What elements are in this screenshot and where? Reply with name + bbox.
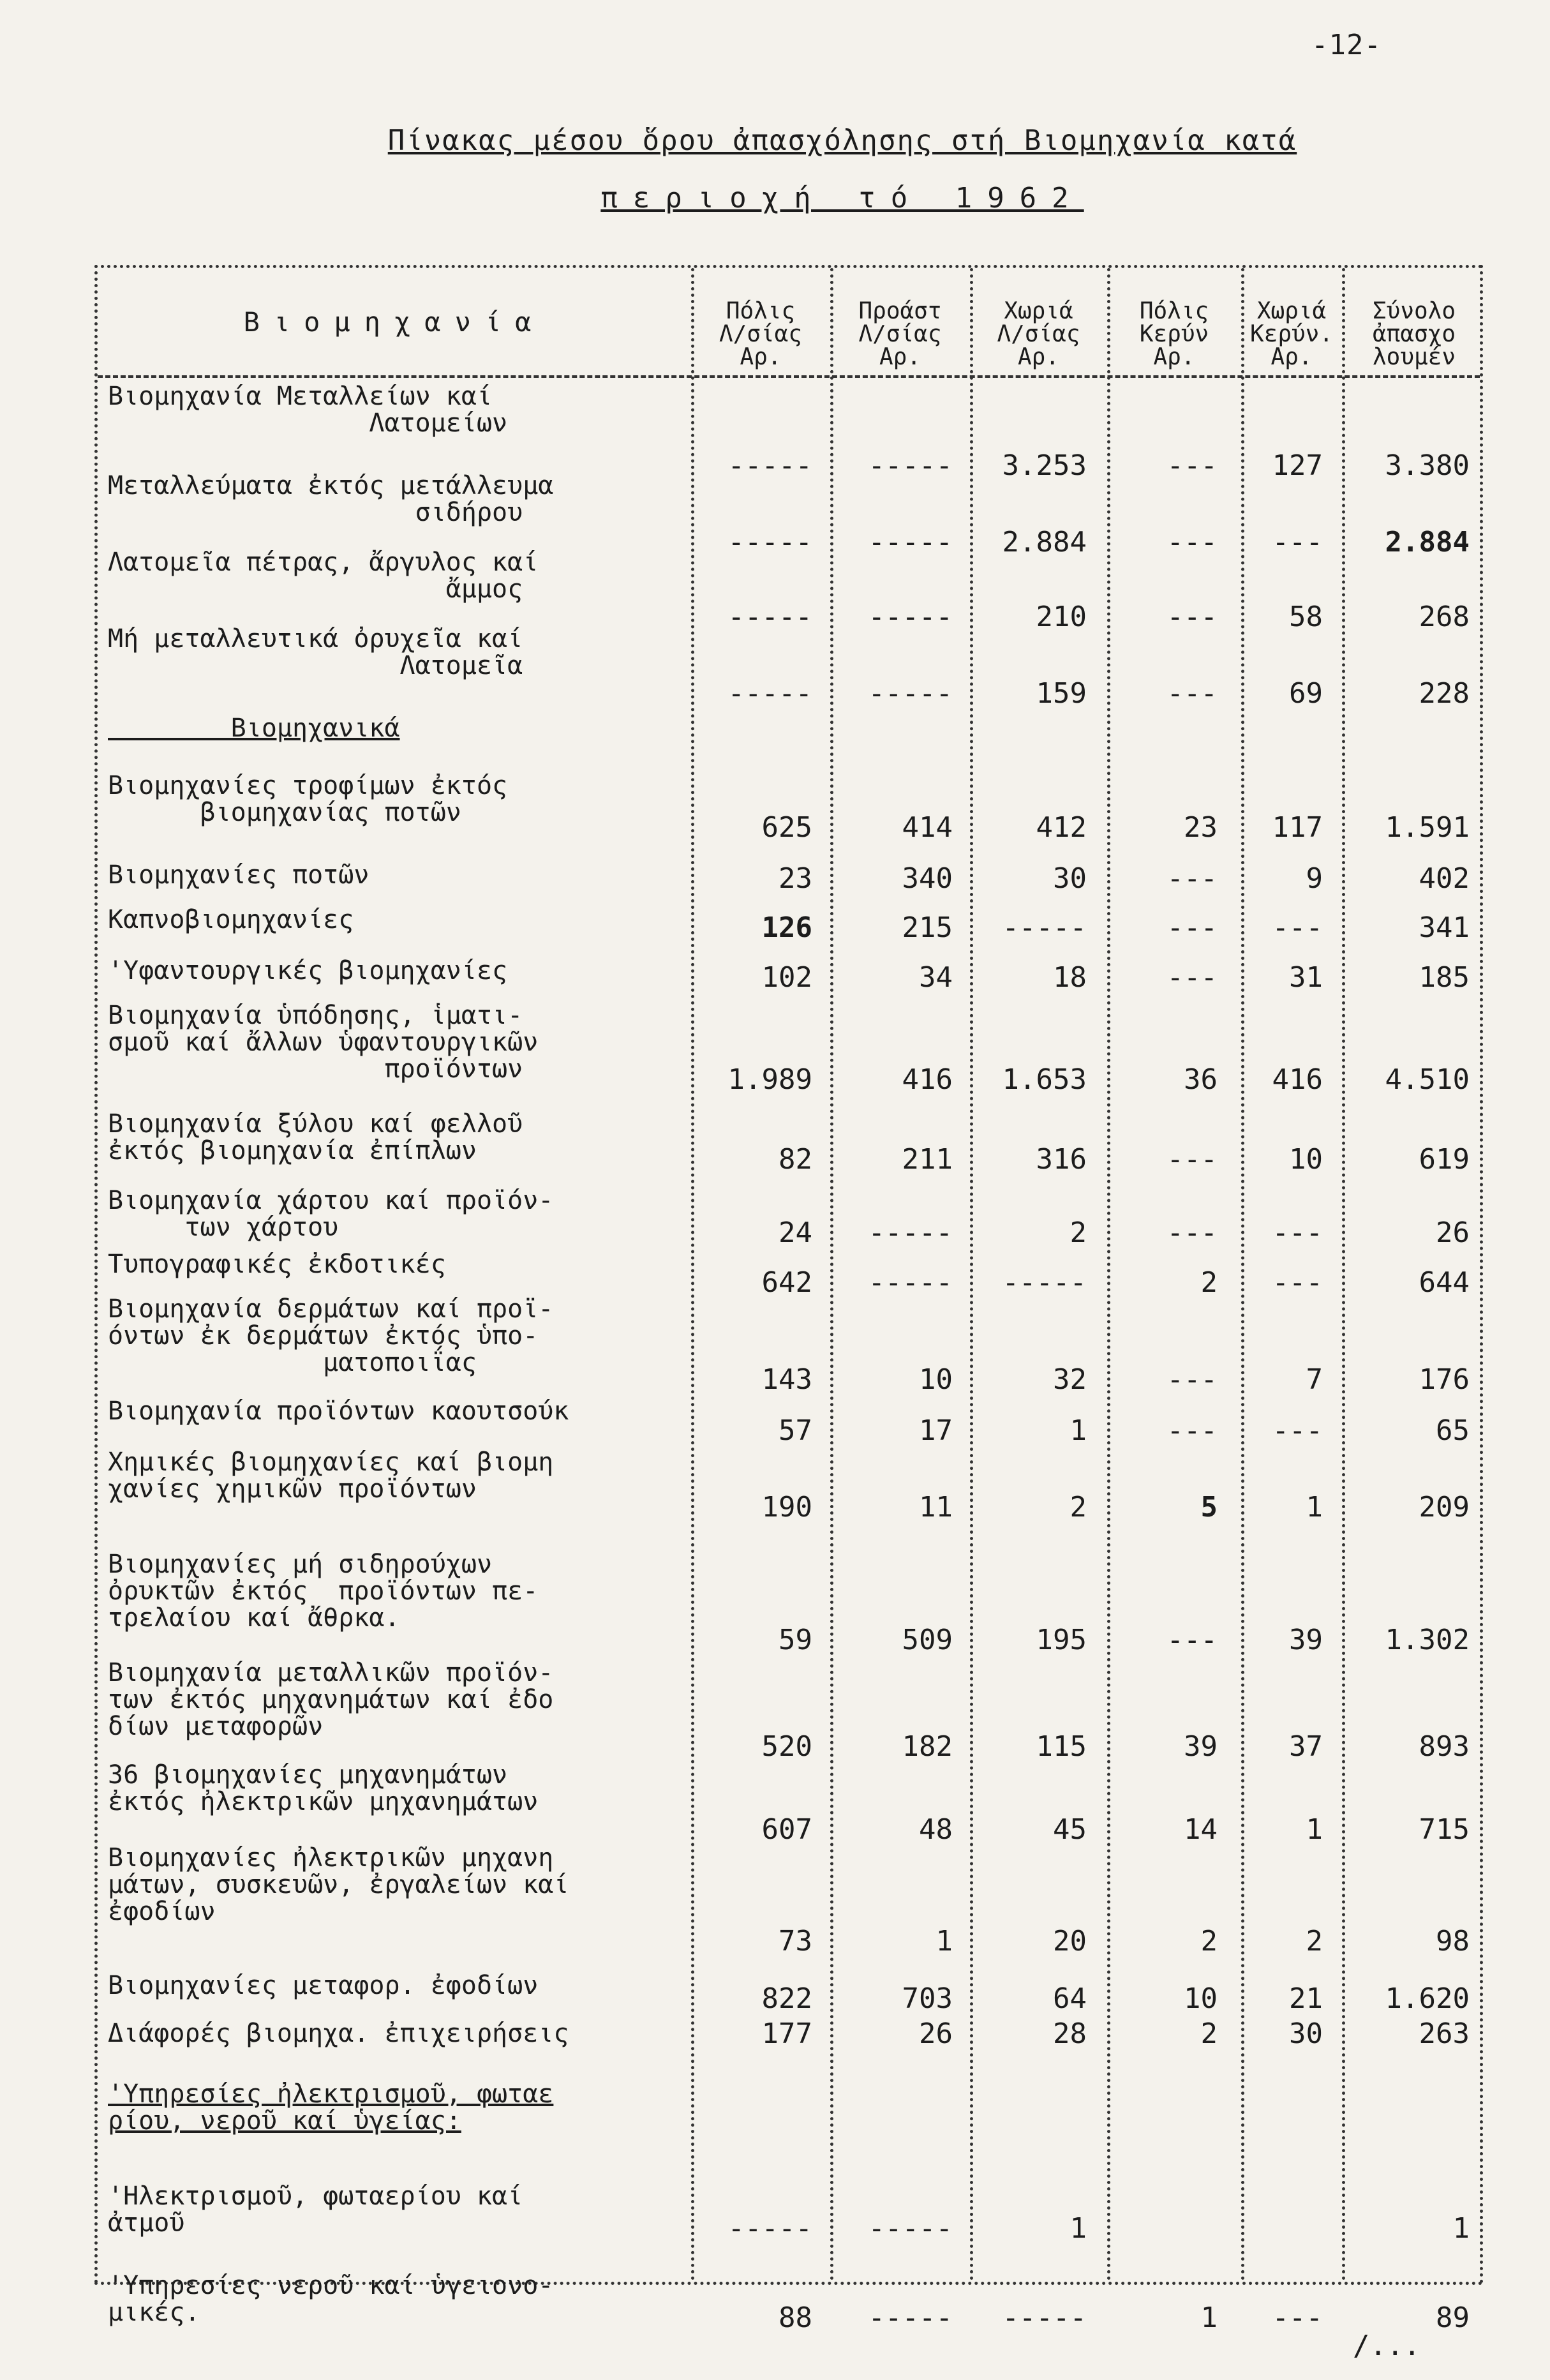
row-label: Τυπογραφικές ἐκδοτικές [108,1250,446,1279]
table-cell: 21 [1289,1982,1323,2015]
table-cell: 88 [779,2301,812,2334]
header-industry: Βιομηχανία [243,306,546,338]
table-cell: --- [1166,1624,1218,1656]
table-cell: ----- [868,1216,953,1249]
table-cell: 822 [761,1982,812,2015]
table-cell: ----- [868,2301,953,2334]
section-heading: 'Υπηρεσίες ἠλεκτρισμοῦ, φωταε ρίου, νεροῦ καί ὑγείας: [108,2079,554,2136]
table-cell: --- [1166,1143,1218,1176]
row-label: Βιομηχανίες μή σιδηρούχων ὀρυκτῶν ἐκτός προϊόντων πε- τρελαίου καί ἄθρκα. [108,1550,539,1633]
table-cell: 58 [1289,601,1323,633]
header-column: Χωριά Κερύν. Αρ. [1249,298,1334,370]
table-cell: 28 [1053,2017,1087,2050]
row-label: Βιομηχανίες τροφίμων ἐκτός βιομηχανίας ποτῶν [108,771,508,827]
column-divider [1107,268,1110,2282]
table-cell: 24 [779,1216,812,1249]
table-cell: --- [1166,601,1218,633]
table-cell: 316 [1036,1143,1087,1176]
table-cell: 182 [902,1730,953,1763]
table-cell: --- [1166,677,1218,710]
continuation-mark: /... [1353,2330,1420,2362]
table-cell: 412 [1036,811,1087,844]
table-cell: 23 [779,862,812,895]
table-cell: --- [1272,1216,1323,1249]
row-label: Βιομηχανία χάρτου καί προϊόν- των χάρτου [108,1186,554,1242]
table-cell: 1 [1306,1491,1323,1523]
table-cell: 26 [919,2017,953,2050]
table-cell: 176 [1419,1363,1470,1396]
table-cell: --- [1272,1266,1323,1299]
table-cell: 1.591 [1385,811,1470,844]
table-cell: 195 [1036,1624,1087,1656]
table-cell: 159 [1036,677,1087,710]
table-cell: 607 [761,1813,812,1846]
table-cell: 2.884 [1385,526,1470,558]
table-cell: 2 [1306,1925,1323,1957]
table-cell: ----- [868,449,953,482]
table-cell: --- [1272,1414,1323,1447]
table-cell: 177 [761,2017,812,2050]
table-cell: ----- [868,601,953,633]
table-cell: ----- [727,526,812,558]
table-cell: 102 [761,961,812,994]
table-cell: 341 [1419,911,1470,944]
table-cell: --- [1272,526,1323,558]
table-cell: 402 [1419,862,1470,895]
table-cell: ----- [868,526,953,558]
table-cell: 268 [1419,601,1470,633]
table-cell: 1.302 [1385,1624,1470,1656]
table-cell: --- [1166,526,1218,558]
table-cell: 644 [1419,1266,1470,1299]
table-cell: 5 [1200,1491,1218,1523]
table-cell: --- [1166,862,1218,895]
column-divider [1342,268,1345,2282]
row-label: 'Υπηρεσίες νεροῦ καί ὑγειονο- μικές. [108,2271,554,2327]
table-cell: 619 [1419,1143,1470,1176]
table-cell: ----- [727,2212,812,2245]
table-cell: 59 [779,1624,812,1656]
table-cell: 416 [902,1063,953,1096]
table-cell: 45 [1053,1813,1087,1846]
header-column: Χωριά Λ/σίας Αρ. [997,298,1080,370]
row-label: Βιομηχανίες μεταφορ. ἐφοδίων [108,1971,539,2000]
page-title: Πίνακας μέσου ὅρου ἀπασχόλησης στή Βιομηχανία κατά [387,124,1297,157]
table-cell: 414 [902,811,953,844]
table-cell: 2 [1200,2017,1218,2050]
table-cell: 37 [1289,1730,1323,1763]
table-cell: ----- [868,2212,953,2245]
table-cell: 3.380 [1385,449,1470,482]
table-cell: 185 [1419,961,1470,994]
row-label: Βιομηχανία ξύλου καί φελλοῦ ἐκτός βιομηχανία ἐπίπλων [108,1109,523,1165]
table-cell: 14 [1184,1813,1218,1846]
table-cell: 209 [1419,1491,1470,1523]
row-label: Βιομηχανία Μεταλλείων καί Λατομείων [108,382,508,438]
row-label: Μεταλλεύματα ἐκτός μετάλλευμα σιδήρου [108,471,554,527]
table-cell: 2 [1069,1216,1087,1249]
row-label: Βιομηχανία δερμάτων καί προϊ- όντων ἐκ δερμάτων ἐκτός ὑπο- ματοποιΐας [108,1294,554,1377]
table-cell: ----- [727,449,812,482]
table-cell: 39 [1184,1730,1218,1763]
table-cell: 1.653 [1002,1063,1087,1096]
table-cell: 2 [1200,1266,1218,1299]
table-cell: 2.884 [1002,526,1087,558]
row-label: 36 βιομηχανίες μηχανημάτων ἐκτός ἠλεκτρικῶν μηχανημάτων [108,1760,539,1816]
table-cell: --- [1272,911,1323,944]
table-cell: 211 [902,1143,953,1176]
table-cell: 9 [1306,862,1323,895]
table-cell: 18 [1053,961,1087,994]
table-cell: 715 [1419,1813,1470,1846]
section-heading: Βιομηχανικά [108,714,400,743]
table-cell: ----- [1002,911,1087,944]
table-cell: 89 [1436,2301,1470,2334]
table-cell: 2 [1069,1491,1087,1523]
table-cell: 1 [1069,2212,1087,2245]
table-cell: 10 [1289,1143,1323,1176]
table-cell: 210 [1036,601,1087,633]
row-label: Βιομηχανία μεταλλικῶν προϊόν- των ἐκτός μηχανημάτων καί ἐδο δίων μεταφορῶν [108,1658,554,1741]
table-cell: 1.989 [727,1063,812,1096]
table-cell: 10 [1184,1982,1218,2015]
column-divider [970,268,973,2282]
row-label: Βιομηχανία ὑπόδησης, ἱματι- σμοῦ καί ἄλλων ὑφαντουργικῶν προϊόντων [108,1001,539,1084]
table-cell: 3.253 [1002,449,1087,482]
table-cell: 215 [902,911,953,944]
employment-table [94,265,1483,2334]
row-label: Λατομεῖα πέτρας, ἄργυλος καί ἄμμος [108,548,539,604]
table-cell: 98 [1436,1925,1470,1957]
table-cell: 34 [919,961,953,994]
row-label: Καπνοβιομηχανίες [108,905,354,934]
table-cell: 703 [902,1982,953,2015]
table-cell: 65 [1436,1414,1470,1447]
row-label: Διάφορές βιομηχα. ἐπιχειρήσεις [108,2019,569,2048]
table-cell: --- [1272,2301,1323,2334]
table-cell: 1 [935,1925,953,1957]
table-cell: --- [1166,1216,1218,1249]
table-cell: 7 [1306,1363,1323,1396]
table-cell: 32 [1053,1363,1087,1396]
table-cell: 69 [1289,677,1323,710]
table-cell: 2 [1200,1925,1218,1957]
header-column: Πόλις Κερύν Αρ. [1139,298,1209,370]
row-label: Βιομηχανίες ἠλεκτρικῶν μηχανη μάτων, συσκευῶν, ἐργαλείων καί ἐφοδίων [108,1843,569,1926]
table-cell: 115 [1036,1730,1087,1763]
table-cell: 10 [919,1363,953,1396]
page-subtitle: περιοχή τό 1962 [600,182,1084,214]
table-cell: 1 [1452,2212,1470,2245]
table-cell: --- [1166,911,1218,944]
table-cell: ----- [868,677,953,710]
table-cell: 48 [919,1813,953,1846]
table-cell: 36 [1184,1063,1218,1096]
table-cell: 73 [779,1925,812,1957]
table-cell: 117 [1272,811,1323,844]
row-label: Χημικές βιομηχανίες καί βιομη χανίες χημικῶν προϊόντων [108,1448,554,1504]
table-cell: 11 [919,1491,953,1523]
table-cell: 263 [1419,2017,1470,2050]
table-cell: 20 [1053,1925,1087,1957]
table-cell: 1 [1069,1414,1087,1447]
table-cell: 625 [761,811,812,844]
row-label: Βιομηχανίες ποτῶν [108,860,369,890]
table-cell: 1 [1306,1813,1323,1846]
table-cell: ----- [868,1266,953,1299]
table-cell: ----- [1002,2301,1087,2334]
table-cell: 57 [779,1414,812,1447]
table-cell: --- [1166,449,1218,482]
table-cell: 82 [779,1143,812,1176]
column-divider [1241,268,1244,2282]
row-label: 'Ηλεκτρισμοῦ, φωταερίου καί ἀτμοῦ [108,2182,523,2238]
header-column: Προάστ Λ/σίας Αρ. [858,298,942,370]
page-number: -12- [1311,29,1382,61]
table-cell: 190 [761,1491,812,1523]
table-cell: 509 [902,1624,953,1656]
row-label: Βιομηχανία προϊόντων καουτσούκ [108,1396,569,1426]
table-cell: ----- [1002,1266,1087,1299]
table-cell: 127 [1272,449,1323,482]
row-label: Μή μεταλλευτικά ὀρυχεῖα καί Λατομεῖα [108,624,523,680]
table-cell: 642 [761,1266,812,1299]
table-cell: 23 [1184,811,1218,844]
column-divider [830,268,833,2282]
table-cell: --- [1166,1363,1218,1396]
table-cell: 30 [1289,2017,1323,2050]
header-column: Σύνολο ἀπασχο λουμέν [1372,298,1456,370]
table-cell: 893 [1419,1730,1470,1763]
table-cell: 143 [761,1363,812,1396]
table-cell: 126 [761,911,812,944]
table-cell: 1.620 [1385,1982,1470,2015]
table-cell: ----- [727,601,812,633]
table-cell: 4.510 [1385,1063,1470,1096]
table-cell: 31 [1289,961,1323,994]
table-cell: --- [1166,961,1218,994]
table-cell: 26 [1436,1216,1470,1249]
header-divider [98,375,1480,378]
table-cell: 520 [761,1730,812,1763]
table-cell: 1 [1200,2301,1218,2334]
table-cell: --- [1166,1414,1218,1447]
table-cell: 17 [919,1414,953,1447]
table-cell: 228 [1419,677,1470,710]
header-column: Πόλις Λ/σίας Αρ. [719,298,803,370]
table-cell: ----- [727,677,812,710]
table-cell: 416 [1272,1063,1323,1096]
row-label: 'Υφαντουργικές βιομηχανίες [108,956,508,985]
table-cell: 30 [1053,862,1087,895]
table-cell: 39 [1289,1624,1323,1656]
table-cell: 64 [1053,1982,1087,2015]
table-cell: 340 [902,862,953,895]
